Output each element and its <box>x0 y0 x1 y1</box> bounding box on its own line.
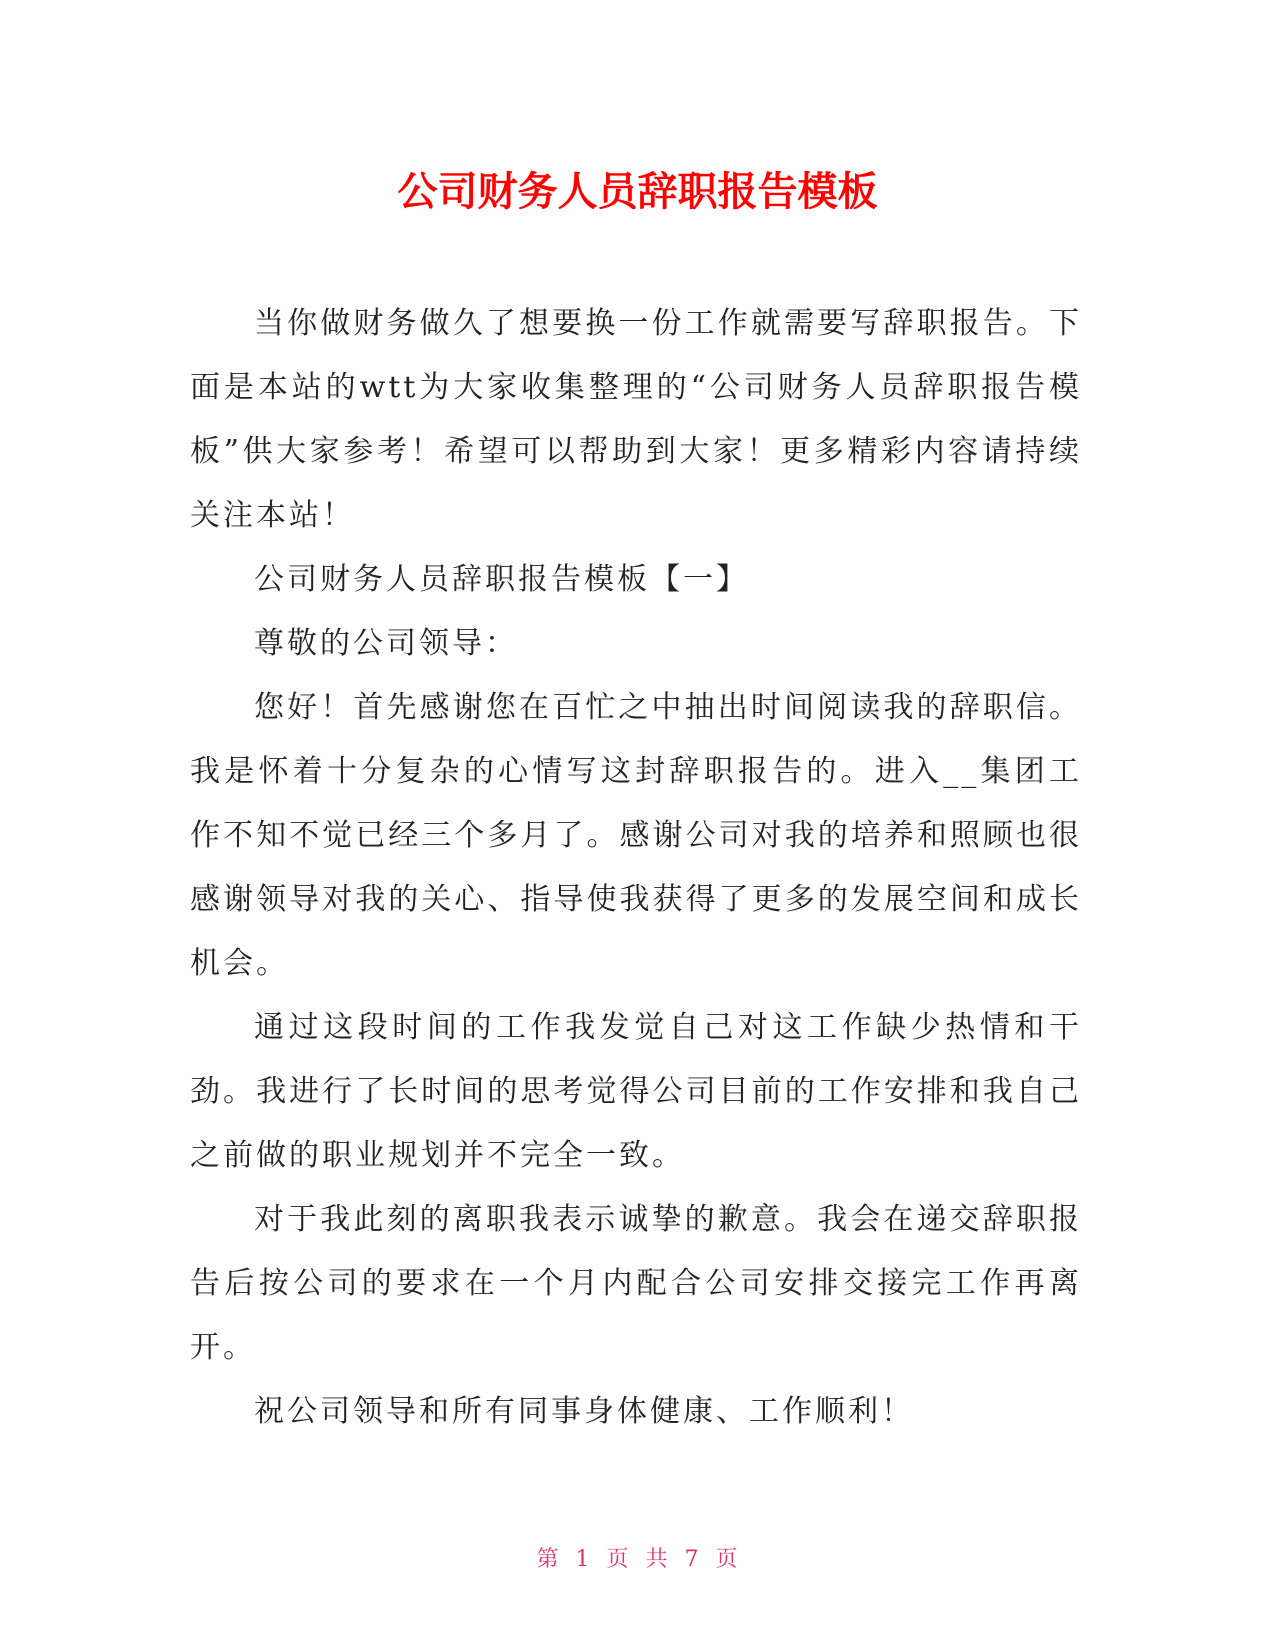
footer-total-unit: 页 <box>715 1547 739 1572</box>
footer-total-pages: 7 <box>684 1547 700 1572</box>
body-paragraph: 对于我此刻的离职我表示诚挚的歉意。我会在递交辞职报告后按公司的要求在一个月内配合公司安排交接完工作再离开。 <box>190 1202 1082 1365</box>
page-footer <box>0 1542 1275 1573</box>
document-title: 公司财务人员辞职报告模板 <box>397 169 878 215</box>
salutation: 尊敬的公司领导： <box>254 626 518 661</box>
closing-wish: 祝公司领导和所有同事身体健康、工作顺利！ <box>254 1394 914 1429</box>
footer-current-page: 1 <box>575 1547 591 1572</box>
footer-page-unit: 页 <box>606 1547 630 1572</box>
footer-page-label: 第 <box>536 1547 560 1572</box>
body-paragraph: 您好！首先感谢您在百忙之中抽出时间阅读我的辞职信。我是怀着十分复杂的心情写这封辞职报告的。进入__集团工作不知不觉已经三个多月了。感谢公司对我的培养和照顾也很感谢领导对我的关心、指导使我获得了更多的发展空间和成长机会。 <box>190 690 1082 981</box>
body-paragraph: 通过这段时间的工作我发觉自己对这工作缺少热情和干劲。我进行了长时间的思考觉得公司目前的工作安排和我自己之前做的职业规划并不完全一致。 <box>190 1010 1082 1173</box>
section-heading: 公司财务人员辞职报告模板【一】 <box>254 562 749 597</box>
intro-paragraph: 当你做财务做久了想要换一份工作就需要写辞职报告。下面是本站的wtt为大家收集整理的“公司财务人员辞职报告模板”供大家参考！希望可以帮助到大家！更多精彩内容请持续关注本站！ <box>190 306 1082 533</box>
document-body <box>190 292 1082 1444</box>
footer-total-label: 共 <box>645 1547 669 1572</box>
